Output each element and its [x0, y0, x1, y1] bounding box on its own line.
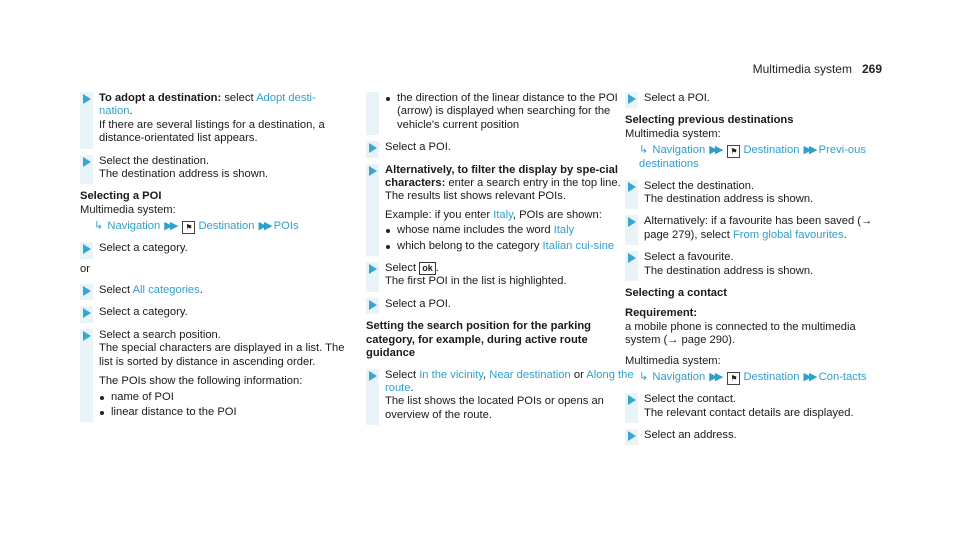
- step-continued: [366, 92, 634, 132]
- double-chevron-icon: ▶▶: [709, 371, 721, 384]
- step-arrow-icon: [369, 371, 377, 381]
- list-item: whose name includes the word Italy: [385, 224, 634, 237]
- heading-selecting-poi: Selecting a POI: [80, 190, 162, 203]
- step-select-ok: Select ok . The first POI in the list is highlighted.: [366, 262, 634, 289]
- return-arrow-icon: ↳: [94, 220, 104, 233]
- step-select-favourite: Select a favourite. The destination address is shown.: [625, 251, 893, 278]
- step-arrow-icon: [369, 143, 377, 153]
- step-filter: Alternatively, to filter the display by spe-cial characters: enter a search entry in the top line. The results list shows relevant POIs. Example: if you enter Italy, POIs are shown: whose name includes the word Italy which belong to the category Italian cui-sine: [366, 164, 634, 253]
- step-select-poi: Select a POI.: [366, 141, 634, 154]
- step-select-vicinity: Select In the vicinity, Near destination or Along the route. The list shows the located POIs or opens an overview of the route.: [366, 369, 634, 423]
- navigation-link[interactable]: Navigation: [107, 220, 161, 233]
- return-arrow-icon: ↳: [639, 144, 649, 157]
- double-chevron-icon: ▶▶: [803, 371, 815, 384]
- double-chevron-icon: ▶▶: [709, 144, 721, 157]
- menu-path-previous: [625, 144, 893, 171]
- step-arrow-icon: [628, 395, 636, 405]
- step-search-position: Select a search position. The special characters are displayed in a list. The list is sorted by distance in ascending order. The POIs show the following information: name of POI linear distance to the POI: [80, 329, 348, 419]
- double-chevron-icon: ▶▶: [164, 220, 176, 233]
- step-select-destination: Select the destination. The destination address is shown.: [80, 155, 348, 182]
- step-select-contact: Select the contact. The relevant contact details are displayed.: [625, 393, 893, 420]
- step-arrow-icon: [628, 182, 636, 192]
- step-select-poi-2: Select a POI.: [366, 298, 634, 311]
- page-header: [753, 62, 882, 76]
- step-arrow-icon: [83, 331, 91, 341]
- step-select-category: Select a category.: [80, 242, 348, 255]
- step-arrow-icon: [628, 217, 636, 227]
- step-arrow-icon: [369, 264, 377, 274]
- step-arrow-icon: [83, 94, 91, 104]
- in-the-vicinity-link[interactable]: In the vicinity: [419, 368, 484, 381]
- step-arrow-icon: [83, 308, 91, 318]
- near-destination-link[interactable]: Near destination: [489, 368, 571, 381]
- previous-destinations-link[interactable]: Previ-ous destinations: [639, 144, 866, 171]
- destination-link[interactable]: Destination: [743, 144, 800, 157]
- step-select-category-2: Select a category.: [80, 306, 348, 319]
- step-all-categories: Select All categories.: [80, 284, 348, 297]
- step-arrow-icon: [369, 166, 377, 176]
- step-arrow-icon: [628, 253, 636, 263]
- column-3: Select a POI. Selecting previous destinations Multimedia system: ↳ Navigation ▶▶ ⚑ Destination ▶▶ Previ-ous destinations Select the destination. The destination address is shown. Alternatively: if a favourite has been saved (→ page 279), select From global favourites. Select a favourite. The destination address is shown. Selecting a contact Requirement: a mobile phone is connected to the multimedia system (→ page 290). Multimedia system: ↳ Navigation ▶▶ ⚑ Destination ▶▶ Con-tacts Select the contact. The relevant contact details are displayed. Select an address.: [625, 92, 893, 451]
- list-item: which belong to the category Italian cui-sine: [385, 240, 634, 253]
- heading-search-position: Setting the search position for the parking category, for example, during active route guidance: [366, 320, 592, 360]
- from-global-favourites-link[interactable]: From global favourites: [732, 228, 844, 241]
- menu-path-contacts: [625, 371, 893, 385]
- list-item: the direction of the linear distance to the POI (arrow) is displayed when searching for the vehicle's current position: [385, 92, 634, 132]
- flag-icon: ⚑: [182, 221, 195, 234]
- step-adopt-destination: To adopt a destination: select Adopt desti-nation. If there are several listings for a destination, a distance-orientated list appears.: [80, 92, 348, 146]
- navigation-link[interactable]: Navigation: [652, 144, 706, 157]
- poi-info-list-cont: [385, 92, 634, 132]
- all-categories-link[interactable]: All categories: [132, 284, 200, 297]
- destination-link[interactable]: Destination: [743, 371, 800, 384]
- list-item: linear distance to the POI: [99, 406, 348, 419]
- step-global-favourites: Alternatively: if a favourite has been saved (→ page 279), select From global favourites.: [625, 215, 893, 242]
- heading-previous-destinations: Selecting previous destinations: [625, 114, 794, 127]
- destination-link[interactable]: Destination: [198, 220, 255, 233]
- adopt-destination-link[interactable]: Adopt desti-nation: [99, 92, 316, 118]
- double-chevron-icon: ▶▶: [803, 144, 815, 157]
- along-the-route-link[interactable]: Along the route: [385, 368, 634, 394]
- section-title: Multimedia system: [752, 62, 852, 76]
- heading-selecting-contact: Selecting a contact: [625, 287, 727, 300]
- filter-example-list: [385, 224, 634, 253]
- step-arrow-icon: [628, 94, 636, 104]
- pois-link[interactable]: POIs: [273, 220, 299, 233]
- requirement-label: Requirement:: [625, 307, 698, 320]
- step-select-poi-3: Select a POI.: [625, 92, 893, 105]
- column-2: [366, 92, 634, 431]
- navigation-link[interactable]: Navigation: [652, 371, 706, 384]
- step-select-address: Select an address.: [625, 429, 893, 442]
- return-arrow-icon: ↳: [639, 371, 649, 384]
- double-chevron-icon: ▶▶: [258, 220, 270, 233]
- flag-icon: ⚑: [727, 145, 740, 158]
- step-arrow-icon: [628, 431, 636, 441]
- step-arrow-icon: [83, 157, 91, 167]
- poi-info-list: [99, 391, 348, 420]
- contacts-link[interactable]: Con-tacts: [818, 371, 867, 384]
- page-number: 269: [861, 62, 882, 76]
- menu-path-pois: [80, 220, 348, 234]
- step-arrow-icon: [83, 286, 91, 296]
- column-1: To adopt a destination: select Adopt desti-nation. If there are several listings for a destination, a distance-orientated list appears. Select the destination. The destination address is shown. Selecting a POI Multimedia system: ↳ Navigation ▶▶ ⚑ Destination ▶▶ POIs Select a category. or Select All categories. Select a category. Select a search position. The special characters are displayed in a list. The list is sorted by distance in ascending order. The POIs show the following information: name of POI linear distance to the POI: [80, 92, 348, 428]
- step-select-destination-3: Select the destination. The destination address is shown.: [625, 180, 893, 207]
- requirement-text: a mobile phone is connected to the multimedia system (→ page 290).: [625, 320, 856, 347]
- flag-icon: ⚑: [727, 372, 740, 385]
- step-arrow-icon: [83, 244, 91, 254]
- list-item: name of POI: [99, 391, 348, 404]
- ok-button[interactable]: ok: [419, 262, 436, 275]
- step-arrow-icon: [369, 300, 377, 310]
